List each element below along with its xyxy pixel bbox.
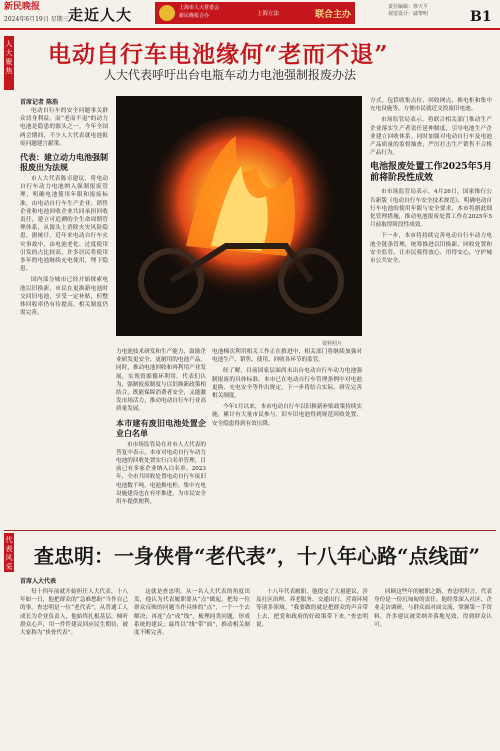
banner-cosponsor-line-2: 新民晚报合办 — [179, 13, 210, 19]
article-column-1 — [20, 107, 108, 529]
profile-column-4 — [374, 588, 492, 746]
paragraph: 今年1月以来，本市电动自行车以旧换新补贴政策持续实施，累计有大量市民参与，旧车旧电池得到规范回收处置，安全隐患得到有效压降。 — [212, 404, 362, 427]
paragraph: 每十四年前就开始担任人大代表，十八年如一日，他把群众的“急难愁盼”当作自己的事。查忠明是一位“老代表”，从普通工人成长为企业负责人，他始终扎根基层，倾听群众心声，用一件件建议回应民生期待，被大家称为“侠骨代表”。 — [20, 589, 128, 637]
editor-name: 责任编辑：徐天平 — [388, 4, 429, 10]
paragraph: 经了解，目前国家层面尚未出台电动自行车动力电池强制报废的具体标准。本市已在电动自行车管理条例中对电池更换、充电安全等作出规定，下一步将结合实际，研究完善相关制度。 — [212, 368, 362, 400]
paragraph: 下一步，本市将持续完善电动自行车动力电池全链条管理，统筹推进以旧换新、回收处置和安全监管，让市民骑得放心、用得安心，守护城市公共安全。 — [370, 233, 492, 265]
paragraph: 方式。包括收集点位、回收网点、换电柜和集中充电设施等，方便市民就近交投废旧电池。 — [370, 98, 492, 113]
paragraph: 电池梯次利用相关工作正在推进中，相关部门将继续加强对电池生产、销售、使用、回收各环节的监管。 — [212, 349, 362, 364]
news-photo — [116, 96, 362, 336]
profile-column-2 — [134, 588, 250, 746]
masthead — [0, 0, 500, 30]
issue-date: 2024年6月19日 星期三 — [4, 16, 69, 23]
article-column-2 — [116, 348, 206, 529]
profile-column-3 — [256, 588, 368, 746]
banner-column-name: 上海立法 — [257, 11, 280, 17]
paragraph: 国内部分城市已经开始探索电池以旧换新，市民在更换新电池时交回旧电池，享受一定补贴，但整体回收率仍有待提高，相关制度仍需完善。 — [20, 277, 108, 317]
section-subtitle: 代表：建立动力电池强制报废出为法规 — [20, 152, 108, 173]
section-rail-focus: 人大聚焦 — [4, 36, 14, 90]
section-banner — [155, 2, 355, 24]
profile-byline: 首席人大代表 — [20, 578, 57, 585]
paragraph: 市市场监管局在对市人大代表的答复中表示，本市对电动自行车动力电池的回收处置实行白名单管理，目前已有多家企业纳入白名单。2023年，全市共回收处置电动自行车废旧电池数千吨，电池换电柜、集中充电设施建设也在有序推进，为市民安全用车提供便利。 — [116, 441, 206, 506]
section-title: 走近人大 — [68, 6, 133, 24]
paragraph: 这就是查忠明。从一名人大代表的角度出发，他认为代表履职要从“点”做起，把每一位群众反映的问题当作具体的“点”，一个一个去解决；再连“点”成“线”，梳理同类问题，形成系统的建议；最终以“线”带“面”，推动相关制度不断完善。 — [134, 589, 250, 637]
article-column-4 — [370, 97, 492, 529]
editor-credits — [388, 4, 428, 18]
section-subtitle: 本市建有废旧电池处置企业白名单 — [116, 417, 206, 438]
banner-tagline: 联合主办 — [315, 10, 352, 20]
emblem-icon — [159, 5, 175, 21]
article-byline: 首席记者 陈浩 — [20, 99, 59, 106]
profile-column-1 — [20, 588, 128, 746]
profile-headline: 查忠明：一身侠骨“老代表”，十八年心路“点线面” — [34, 544, 481, 568]
article-divider — [4, 530, 496, 531]
paragraph: 回顾这些年的履职之路，查忠明坦言，代表身份是一份沉甸甸的责任。他经常深入社区、企业走访调研，与群众面对面交流，掌握第一手资料，许多建议被采纳并落地见效，得到群众认可。 — [374, 589, 492, 628]
article-subheadline: 人大代表呼吁出台电瓶车动力电池强制报废办法 — [104, 68, 357, 82]
paragraph: 市人大代表陈卓建议，将电动自行车动力电池纳入强制报废管理，明确电池使用年限和报废标准，由电动自行车生产企业、销售企业和电池回收企业共同承担回收责任，建立可追溯的全生命周期管理体系，从源头上消除火灾风险隐患。据统计，近年来电动自行车火灾事故中，由电池老化、过度使用引发的占比较高，许多居民将使用多年的电池继续充电使用，埋下隐患。 — [20, 176, 108, 273]
section-subtitle: 电池报废处置工作2025年5月前将阶段性成效 — [370, 162, 492, 184]
paragraph: 电动自行车的安全问题事关群众切身利益。而“老而不退”的动力电池是隐患的源头之一。今年全国两会期间，不少人大代表就电池报废问题建言献策。 — [20, 108, 108, 147]
scooter-fire-photo — [116, 96, 362, 336]
banner-cosponsor-line-1: 上海市人大常委会 — [179, 5, 220, 11]
paragraph: 市市场监管局表示，4月26日，国家推行公告新版《电动自行车安全技术规范》，明确电动自行车电池的使用年限与安全要求，本市将据此细化管理措施，推动电池报废处置工作在2025年5月前取得阶段性成效。 — [370, 189, 492, 229]
section-rail-profile: 代表风采 — [4, 533, 14, 572]
banner-cosponsor — [179, 4, 219, 20]
newspaper-logo: 新民晚报 — [4, 2, 41, 12]
paragraph: 十八年代表履职，他提交了大量建议，涉及社区治理、养老服务、交通出行、营商环境等诸多领域。“我要做的就是把群众的声音带上去，把党和政府的好政策带下来。”查忠明说。 — [256, 589, 368, 628]
designer-name: 视觉设计：戚黎明 — [388, 11, 429, 17]
paragraph: 力电池技术研发和生产能力，鼓励企业研发更安全、更耐用的电池产品。同时，推动电池回收和再利用产业发展，实现资源循环利用。代表们认为，强制报废制度与以旧换新政策相结合，既能保障消费者安全，又能激发市场活力，推动电动自行车行业高质量发展。 — [116, 349, 206, 413]
photo-credit: 资料照片 — [322, 341, 343, 347]
article-column-3 — [212, 348, 362, 529]
page-number: B1 — [470, 9, 492, 25]
paragraph: 市场监管局表示，将联合相关部门推动生产企业落实生产者责任延伸制度，引导电池生产企业建立回收体系。同时加强对电动自行车及电池产品质量的监督抽查，严厉打击生产销售不合格产品行为。 — [370, 117, 492, 157]
article-headline: 电动自行车电池缘何“老而不退” — [48, 41, 389, 68]
